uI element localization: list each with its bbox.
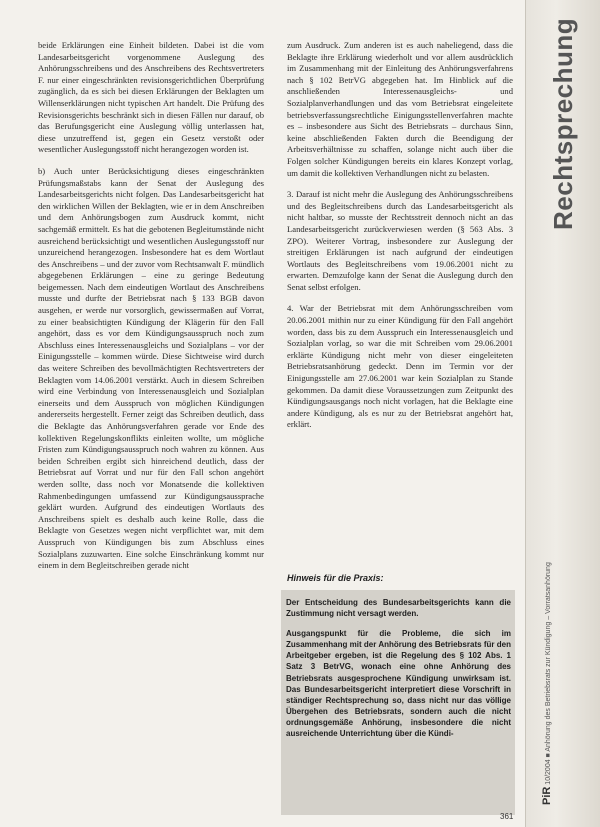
section-heading: Rechtsprechung (548, 17, 578, 230)
page-number: 361 (500, 812, 514, 821)
practice-paragraph-1: Der Entscheidung des Bundesarbeitsgerichts kann die Zustimmung nicht versagt werden. (286, 598, 511, 619)
journal-logo: PiR (541, 786, 553, 805)
right-paragraph-1: zum Ausdruck. Zum anderen ist es auch naheliegend, dass die Beklagte ihre Erklärung wiederholt und vor allem ausdrücklich im Zusammenhang mit der Einleitung des Anhörungsverfahrens nach § 102 BetrVG abgegeben hat. Im Hinblick auf die anschließenden Interessenausgleichs- und Sozialplanverhandlungen und das vom Betriebsrat eingeleitete betriebsverfassungsrechtliche Einigungsstellenverfahren machte es – insbesondere aus Sicht des Betriebsrats – durchaus Sinn, keine abschließenden Fakten durch die Beendigung der Arbeitsverhältnisse zu schaffen, solange nicht auch über die Folgen solcher Kündigungen bereits ein klares Konzept vorlag, um damit die kollektiven Verhandlungen nicht zu belasten. (287, 40, 513, 178)
right-paragraph-3: 4. War der Betriebsrat mit dem Anhörungsschreiben vom 20.06.2001 mithin nur zu einer Kündigung für den Fall angehört worden, dass bis zu dem Ausspruch ein Interessenausgleich und Sozialplan vorlag, so war die mit Schreiben vom 29.06.2001 erklärte Kündigung nicht mehr von dieser eingeleiteten Betriebsratsanhörung gedeckt. Denn im Termin vor der Einigungsstelle am 27.06.2001 war kein Sozialplan zu Stande gekommen. Da damit diese Voraussetzungen zum Zeitpunkt des Kündigungsausgangs noch nicht vorlagen, hat die Beklagte eine andere Kündigung, als es nur zu der Betriebsrat angehört hat, erklärt. (287, 303, 513, 430)
left-column (38, 40, 264, 582)
left-paragraph-2: b) Auch unter Berücksichtigung dieses eingeschränkten Prüfungsmaßstabs kann der Senat der Auslegung des Landesarbeitsgerichts nicht folgen. Das Landesarbeitsgericht hat den wirklichen Willen der Beklagten, wie er in dem Anschreiben und dem Anhörungsbogen zum Ausdruck kommt, nicht sachgemäß ermittelt. Es hat die gebotenen Begleitumstände nicht ausreichend berücksichtigt und wesentlichen Auslegungsstoff nur unzureichend herangezogen. Insbesondere hat es dem Wortlaut des Anschreibens – und der zuvor vom Rechtsanwalt F. mündlich abgegebenen Erklärungen – eine zu geringe Bedeutung beigemessen. Nach dem eindeutigen Wortlaut des Anschreibens musste und durfte der Betriebsrat nach § 133 BGB davon ausgehen, er werde nur vorsorglich, gewissermaßen auf Vorrat, zu einer beabsichtigten Kündigung der Klägerin für den Fall angehört, dass es vor dem Kündigungsausspruch noch zum Abschluss eines Interessenausgleichs und Sozialplans – vor der Einigungsstelle – kommen würde. Diese Sichtweise wird durch das weitere Schreiben des bevollmächtigten Rechtsvertreters der Beklagten vom 14.06.2001 verstärkt. Auch in diesem Schreiben wird eine Verbindung von Interessenausgleich und Sozialplan einerseits und dem Ausspruch von möglichen Kündigungen andererseits hergestellt. Ferner zeigt das Schreiben deutlich, dass die Beklagte das Anhörungsverfahren gerade vor Ende des kollektiven Regelungskonflikts einleiten wollte, um mögliche Fristen zum Kündigungsausspruch noch wahren zu können. Aus beiden Schreiben ergibt sich hinreichend deutlich, dass der Betriebsrat auf Vorrat und nur für den Fall schon angehört werden sollte, dass noch vor Monatsende die kollektiven Rahmenbedingungen umfassend zur Kündigungsaussprache geklärt wurden. Aufgrund des eindeutigen Wortlauts des Anschreibens spielt es deshalb auch keine Rolle, dass die Beklagte von Gesetzes wegen nicht verpflichtet war, mit dem Ausspruch von Kündigungen bis zum Abschluss eines Sozialplans zuzuwarten. Eine solche Einschränkung kommt nur einem in dem Begleitschreiben gerade nicht (38, 165, 264, 571)
right-column (287, 40, 513, 441)
right-paragraph-2: 3. Darauf ist nicht mehr die Auslegung des Anhörungsschreibens und des Begleitschreibens durch das Landesarbeitsgericht als nicht haltbar, so musste der Rechtsstreit dennoch nicht an das Landesarbeitsgericht zurückverwiesen werden (§ 563 Abs. 3 ZPO). Weiterer Vortrag, insbesondere zur Auslegung der streitigen Erklärungen ist nach aufgrund der eindeutigen Wortlauts des Begleitschreibens vom 19.06.2001 nicht zu erwarten. Demzufolge kann der Senat die Auslegung durch den Senat selbst erfolgen. (287, 189, 513, 292)
sidebar-footer (541, 562, 553, 805)
practice-paragraph-2: Ausgangspunkt für die Probleme, die sich im Zusammenhang mit der Anhörung des Betriebsrats für den Arbeitgeber ergeben, ist die Regelung des § 102 Abs. 1 Satz 3 BetrVG, wonach eine ohne Anhörung des Betriebsrats ausgesprochene Kündigung unwirksam ist. Das Bundesarbeitsgericht interpretiert diese Vorschrift in ständiger Rechtsprechung so, dass nicht nur das völlige Übergehen des Betriebsrats, sondern auch die nicht ordnungsgemäße Anhörung, insbesondere die nicht ausreichende Unterrichtung über die Kündi- (286, 629, 511, 739)
sidebar-footer-text: 10/2004 ■ Anhörung des Betriebsrats zur Kündigung – Vorratsanhörung (545, 562, 552, 785)
left-paragraph-1: beide Erklärungen eine Einheit bildeten. Dabei ist die vom Landesarbeitsgericht vorgenommene Auslegung des Anhörungsschreibens und des Anschreibens des Rechtsvertreters F. nur einer eingeschränkten revisionsgerichtlichen Überprüfung zugänglich, da es sich bei diesen Erklärungen der Beklagten um Willenserklärungen nicht typischen Art handelt. Die Prüfung des Revisionsgerichts beschränkt sich in diesen Fällen nur darauf, ob das Berufungsgericht eine Auslegung völlig unterlassen hat, diese unzutreffend ist, gegen ein Gesetz verstoßt oder wesentlicher Auslegungsstoff nicht herangezogen worden ist. (38, 40, 264, 155)
practice-note-title: Hinweis für die Praxis: (287, 573, 384, 583)
practice-note-text (286, 597, 511, 748)
